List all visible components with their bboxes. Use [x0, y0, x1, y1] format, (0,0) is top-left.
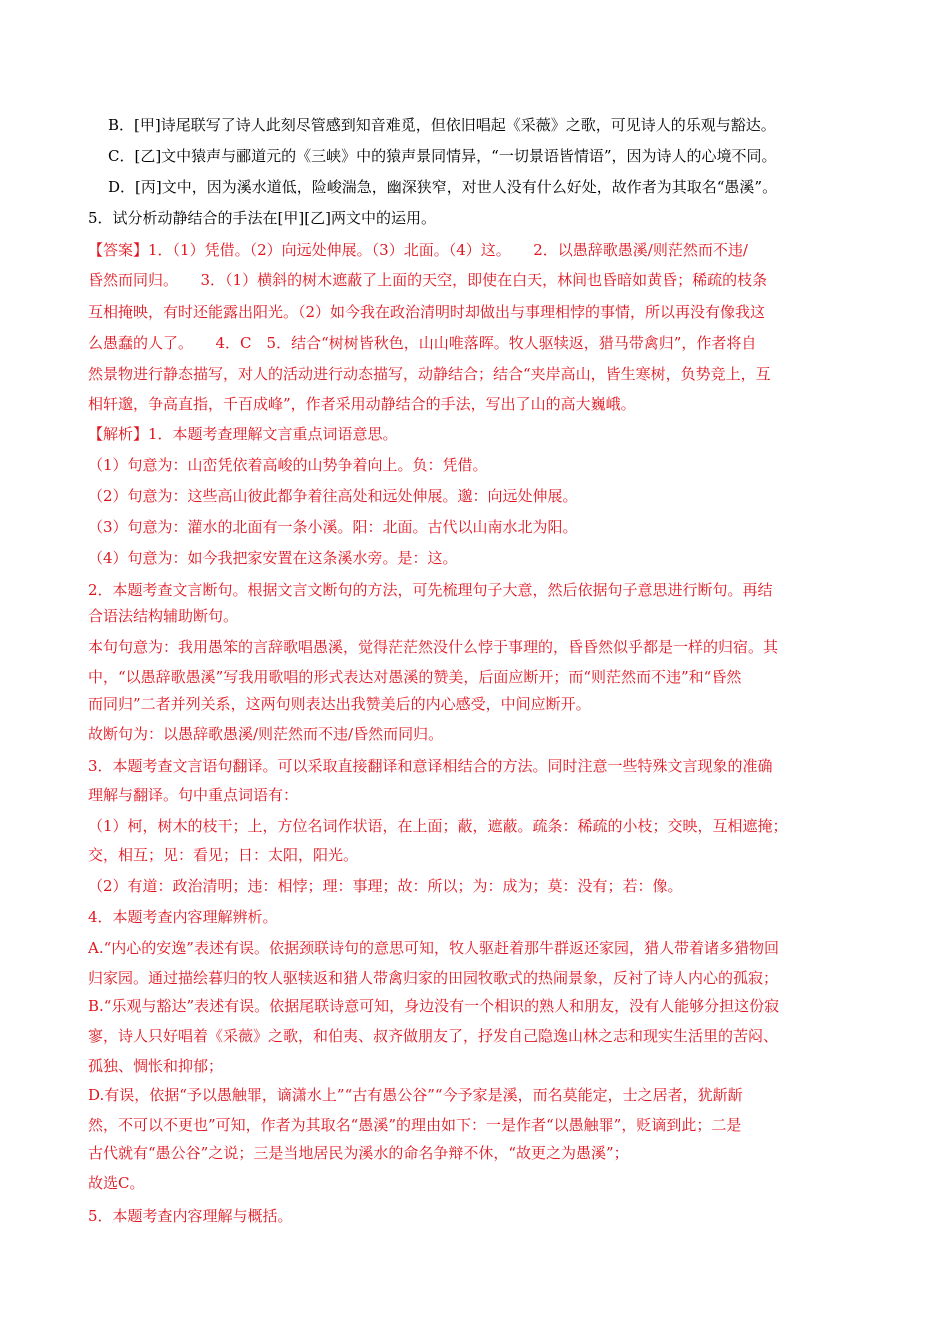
analysis-p4-line-1: 4．本题考查内容理解辨析。 [88, 908, 278, 926]
analysis-item-1: （1）句意为：山峦凭依着高峻的山势争着向上。负：凭借。 [88, 456, 488, 474]
analysis-item-2: （2）句意为：这些高山彼此都争着往高处和远处伸展。邈：向远处伸展。 [88, 487, 578, 505]
answer-line-4: 么愚蠢的人了。 4．C 5．结合“树树皆秋色，山山唯落晖。牧人驱犊返，猎马带禽归”，作者将自 [88, 334, 757, 352]
answer-line-5: 然景物进行静态描写，对人的活动进行动态描写，动静结合；结合“夹岸高山，皆生寒树，负势竞上，互 [88, 365, 771, 383]
analysis-p3-line-2: 理解与翻译。句中重点词语有： [88, 786, 299, 804]
analysis-p2-line-2: 合语法结构辅助断句。 [88, 607, 239, 625]
analysis-p4-line-8: 然，不可以不更也”可知，作者为其取名“愚溪”的理由如下：一是作者“以愚触罪”，贬谪到此；二是 [88, 1116, 742, 1134]
answer-line-1: 【答案】1．（1）凭借。（2）向远处伸展。（3）北面。（4）这。 2．以愚辞歌愚溪/则茫然而不违/ [88, 241, 748, 259]
analysis-item-4: （4）句意为：如今我把家安置在这条溪水旁。是：这。 [88, 549, 458, 567]
analysis-p4-line-3: 归家园。通过描绘暮归的牧人驱犊返和猎人带禽归家的田园牧歌式的热闹景象，反衬了诗人内心的孤寂； [88, 969, 779, 987]
option-d: D．[丙]文中，因为溪水道低，险峻湍急，幽深狭窄，对世人没有什么好处，故作者为其取名“愚溪”。 [108, 178, 778, 196]
answer-label: 【答案】 [88, 241, 149, 259]
analysis-p2-line-3: 本句句意为：我用愚笨的言辞歌唱愚溪，觉得茫茫然没什么悖于事理的，昏昏然似乎都是一样的归宿。其 [88, 638, 779, 656]
analysis-p4-line-10: 故选C。 [88, 1174, 145, 1192]
analysis-p4-line-4: B.“乐观与豁达”表述有误。依据尾联诗意可知，身边没有一个相识的熟人和朋友，没有人能够分担这份寂 [88, 997, 780, 1015]
answer-line-6: 相轩邈，争高直指，千百成峰”，作者采用动静结合的手法，写出了山的高大巍峨。 [88, 395, 636, 413]
question-5: 5．试分析动静结合的手法在[甲][乙]两文中的运用。 [88, 209, 436, 227]
answer-line-3: 互相掩映，有时还能露出阳光。（2）如今我在政治清明时却做出与事理相悖的事情，所以再没有像我这 [88, 303, 766, 321]
analysis-p4-line-2: A.“内心的安逸”表述有误。依据颈联诗句的意思可知，牧人驱赶着那牛群返还家园，猎人带着诸多猎物回 [88, 939, 779, 957]
analysis-label: 【解析】 [88, 425, 149, 443]
answer-line-2: 昏然而同归。 3．（1）横斜的树木遮蔽了上面的天空，即使在白天，林间也昏暗如黄昏；稀疏的枝条 [88, 271, 768, 289]
analysis-p3-line-1: 3．本题考查文言语句翻译。可以采取直接翻译和意译相结合的方法。同时注意一些特殊文言现象的准确 [88, 757, 773, 775]
analysis-p4-line-9: 古代就有“愚公谷”之说；三是当地居民为溪水的命名争辩不休，“故更之为愚溪”； [88, 1144, 629, 1162]
option-c: C．[乙]文中猿声与郦道元的《三峡》中的猿声景同情异，“一切景语皆情语”，因为诗人的心境不同。 [108, 147, 777, 165]
analysis-p3-line-4: 交，相互；见：看见；日：太阳，阳光。 [88, 846, 359, 864]
analysis-p2-line-4: 中，“以愚辞歌愚溪”写我用歌唱的形式表达对愚溪的赞美，后面应断开；而“则茫然而不违”和“昏然 [88, 668, 742, 686]
option-b: B．[甲]诗尾联写了诗人此刻尽管感到知音难觅，但依旧唱起《采薇》之歌，可见诗人的乐观与豁达。 [108, 116, 776, 134]
analysis-p4-line-5: 寥，诗人只好唱着《采薇》之歌，和伯夷、叔齐做朋友了，抒发自己隐逸山林之志和现实生活里的苦闷、 [88, 1027, 779, 1045]
analysis-p5: 5．本题考查内容理解与概括。 [88, 1207, 293, 1225]
analysis-p2-line-5: 而同归”二者并列关系，这两句则表达出我赞美后的内心感受，中间应断开。 [88, 695, 591, 713]
analysis-item-3: （3）句意为：灌水的北面有一条小溪。阳：北面。古代以山南水北为阳。 [88, 518, 578, 536]
analysis-p2-line-1: 2．本题考查文言断句。根据文言文断句的方法，可先梳理句子大意，然后依据句子意思进行断句。再结 [88, 581, 773, 599]
analysis-heading: 【解析】1．本题考查理解文言重点词语意思。 [88, 425, 398, 443]
analysis-p3-line-3: （1）柯，树木的枝干；上，方位名词作状语，在上面；蔽，遮蔽。疏条：稀疏的小枝；交映，互相遮掩； [88, 817, 788, 835]
analysis-p4-line-6: 孤独、惆怅和抑郁； [88, 1057, 224, 1075]
analysis-p2-line-6: 故断句为：以愚辞歌愚溪/则茫然而不违/昏然而同归。 [88, 725, 444, 743]
analysis-p3-line-5: （2）有道：政治清明；违：相悖；理：事理；故：所以；为：成为；莫：没有；若：像。 [88, 877, 683, 895]
analysis-p4-line-7: D.有误，依据“予以愚触罪，谪潇水上”“古有愚公谷”“今予家是溪，而名莫能定，士之居者，犹龂龂 [88, 1086, 743, 1104]
